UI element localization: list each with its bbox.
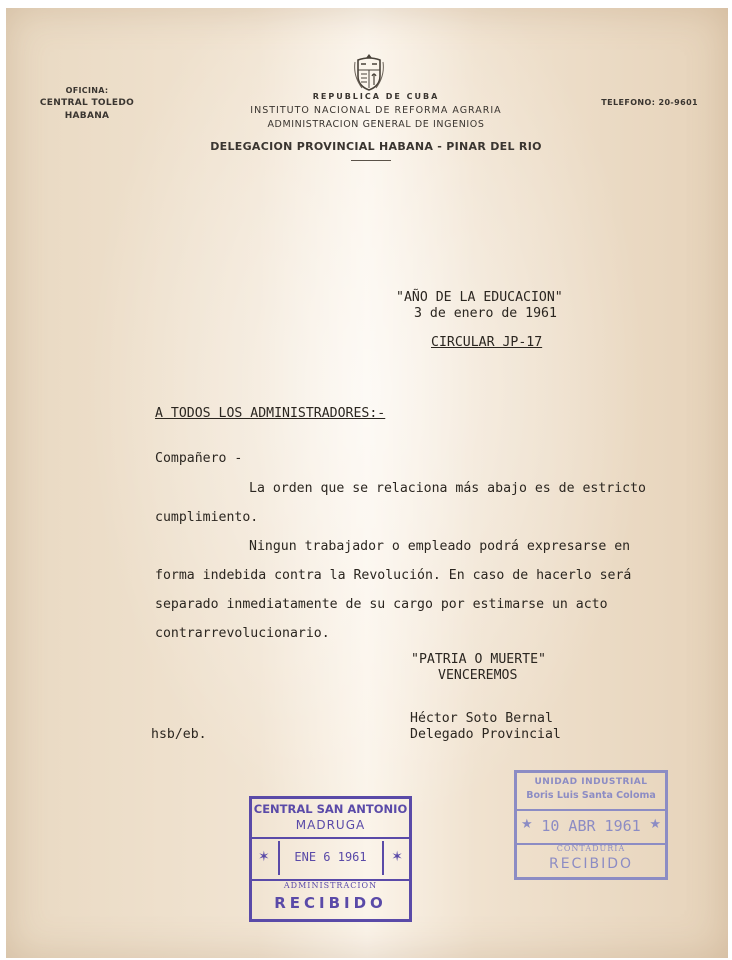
stamp-date-band: [252, 837, 409, 881]
letter-date: 3 de enero de 1961: [414, 306, 557, 321]
paragraph-2-line-4: contrarrevolucionario.: [155, 626, 330, 641]
closing-motto: "PATRIA O MUERTE": [411, 652, 546, 667]
stamp-date-band: [517, 809, 665, 845]
closing-motto-2: VENCEREMOS: [438, 668, 518, 683]
paragraph-1-line-1: La orden que se relaciona más abajo es de estricto: [249, 481, 646, 496]
office-city: HABANA: [64, 111, 110, 121]
paragraph-2-line-1: Ningun trabajador o empleado podrá expresarse en: [249, 539, 631, 554]
office-label: OFICINA:: [65, 86, 109, 95]
received-stamp-unidad-industrial: [514, 770, 668, 880]
paragraph-2-line-2: forma indebida contra la Revolución. En caso de hacerlo será: [155, 568, 632, 583]
stamp-location: Boris Luis Santa Coloma: [526, 790, 656, 801]
addressee: A TODOS LOS ADMINISTRADORES:-: [155, 406, 386, 421]
circular-number: CIRCULAR JP-17: [431, 335, 543, 350]
paragraph-1-line-2: cumplimiento.: [155, 510, 259, 525]
stamp-location: MADRUGA: [295, 818, 366, 832]
stamp-org: CENTRAL SAN ANTONIO: [253, 802, 408, 816]
stamp-date: 10 ABR 1961: [541, 817, 641, 835]
coat-of-arms-icon: [352, 52, 386, 92]
year-motto: "AÑO DE LA EDUCACION": [396, 290, 563, 305]
stamp-date: ENE 6 1961: [294, 850, 367, 864]
star-icon: ✶: [258, 849, 270, 865]
stamp-status: RECIBIDO: [274, 894, 387, 912]
signer-title: Delegado Provincial: [410, 727, 561, 742]
phone-number: TELEFONO: 20-9601: [601, 98, 698, 107]
stamp-status: RECIBIDO: [548, 856, 633, 872]
paragraph-2-line-3: separado inmediatamente de su cargo por estimarse un acto: [155, 597, 608, 612]
stamp-department: CONTADURIA: [556, 844, 626, 853]
typist-initials: hsb/eb.: [151, 727, 207, 742]
office-block: [28, 84, 146, 123]
salutation: Compañero -: [155, 451, 243, 466]
office-name: CENTRAL TOLEDO: [39, 98, 135, 108]
star-icon: ★: [521, 817, 533, 832]
document-page: [6, 8, 728, 958]
signer-name: Héctor Soto Bernal: [410, 711, 553, 726]
star-icon: ✶: [391, 849, 403, 865]
received-stamp-san-antonio: [249, 796, 412, 922]
stamp-department: ADMINISTRACION: [283, 881, 378, 890]
delegation-heading: DELEGACION PROVINCIAL HABANA - PINAR DEL RIO: [210, 140, 542, 153]
institute-heading: INSTITUTO NACIONAL DE REFORMA AGRARIA: [250, 105, 502, 116]
star-icon: ★: [649, 817, 661, 832]
republic-heading: REPUBLICA DE CUBA: [312, 92, 440, 101]
stamp-org: UNIDAD INDUSTRIAL: [534, 777, 648, 787]
header-divider: [351, 160, 391, 161]
administration-heading: ADMINISTRACION GENERAL DE INGENIOS: [267, 119, 485, 130]
